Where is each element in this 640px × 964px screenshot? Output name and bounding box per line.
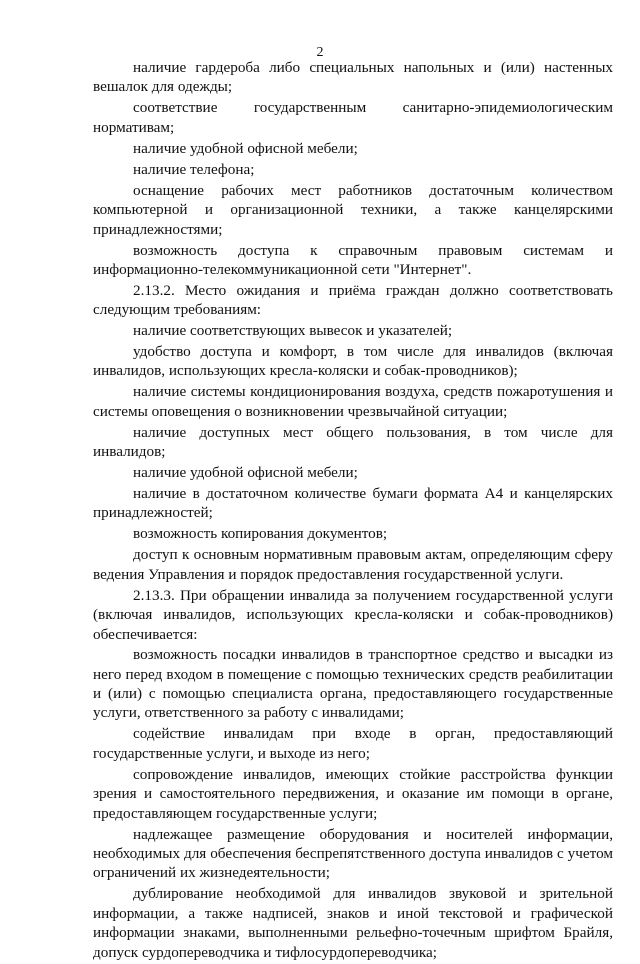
requirement-item: дублирование необходимой для инвалидов звуковой и зрительной информации, а также надписей, знаков и иной текстовой и графической информации знаками, выполненными рельефно-точечным шрифтом Брайля, допуск сурдопереводчика и тифлосурдопереводчика;	[93, 885, 613, 961]
requirement-item: наличие удобной офисной мебели;	[133, 464, 358, 482]
requirement-item: соответствие государственным санитарно-эпидемиологическим нормативам;	[93, 99, 613, 136]
requirement-item: надлежащее размещение оборудования и носителей информации, необходимых для обеспечения беспрепятственного доступа инвалидов с учетом ограничений их жизнедеятельности;	[93, 825, 613, 882]
requirement-item: возможность копирования документов;	[133, 525, 388, 543]
section-paragraph: 2.13.2. Место ожидания и приёма граждан должно соответствовать следующим требованиям:	[93, 282, 613, 319]
requirement-item: наличие гардероба либо специальных напольных и (или) настенных вешалок для одежды;	[93, 59, 613, 96]
requirement-item: сопровождение инвалидов, имеющих стойкие расстройства функции зрения и самостоятельного передвижения, и оказание им помощи в органе, предоставляющем государственные услуги;	[93, 765, 613, 822]
requirement-item: наличие доступных мест общего пользования, в том числе для инвалидов;	[93, 423, 613, 461]
requirement-item: удобство доступа и комфорт, в том числе для инвалидов (включая инвалидов, использующих кресла-коляски и собак-проводников);	[93, 342, 613, 380]
requirement-item: наличие удобной офисной мебели;	[133, 139, 358, 157]
requirement-item: наличие системы кондиционирования воздуха, средств пожаротушения и системы оповещения о возникновении чрезвычайной ситуации;	[93, 383, 613, 420]
requirement-item: доступ к основным нормативным правовым актам, определяющим сферу ведения Управления и порядок предоставления государственной услуги.	[93, 546, 613, 583]
document-body	[93, 58, 613, 964]
requirement-item: наличие телефона;	[133, 160, 255, 178]
requirement-item: возможность доступа к справочным правовым системам и информационно-телекоммуникационной сети "Интернет".	[93, 241, 613, 279]
requirement-item: оснащение рабочих мест работников достаточным количеством компьютерной и организационной техники, а также канцелярскими принадлежностями;	[93, 181, 613, 238]
section-paragraph: 2.13.3. При обращении инвалида за получением государственной услуги (включая инвалидов, использующих кресла-коляски и собак-проводников) обеспечивается:	[93, 586, 613, 643]
page-number: 2	[316, 45, 324, 60]
requirement-item: возможность посадки инвалидов в транспортное средство и высадки из него перед входом в помещение с помощью технических средств реабилитации и (или) с помощью специалиста органа, предоставляющего государственные услуги, ответственного за работу с инвалидами;	[93, 646, 613, 722]
requirement-item: наличие соответствующих вывесок и указателей;	[133, 321, 453, 339]
requirement-item: наличие в достаточном количестве бумаги формата А4 и канцелярских принадлежностей;	[93, 485, 613, 522]
requirement-item: содействие инвалидам при входе в орган, предоставляющий государственные услуги, и выходе из него;	[93, 725, 613, 762]
